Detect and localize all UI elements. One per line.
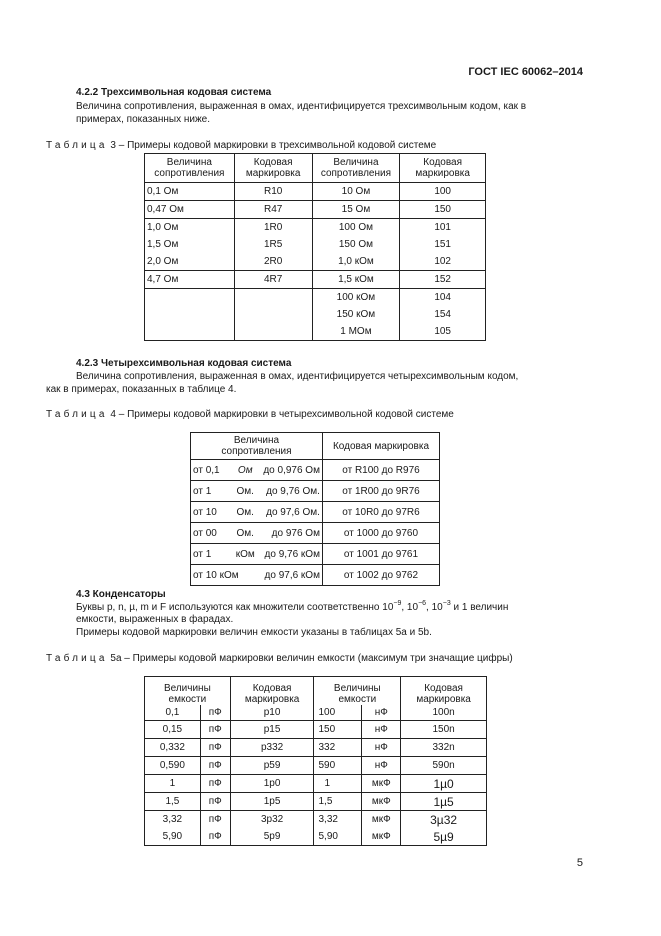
table5a-header-row	[145, 677, 487, 706]
table4-caption	[46, 409, 454, 420]
table5a-cell: 1	[145, 775, 201, 793]
table3-cell: 100 Ом	[312, 219, 400, 237]
table3-cell: 100	[400, 183, 486, 201]
table3-cell: 1,5 кОм	[312, 271, 400, 289]
table5a-header-cell	[230, 677, 314, 706]
section-4-3-text-line2: емкости, выраженных в фарадах.	[76, 614, 234, 625]
table5a-cell: пФ	[200, 793, 230, 811]
table3-cell: 150 Ом	[312, 236, 400, 253]
table5a-cell: 1µ0	[401, 775, 487, 793]
table-row	[145, 323, 486, 341]
table5a-cell: нФ	[374, 707, 388, 718]
table3-cell: 151	[400, 236, 486, 253]
table4-cell: от R100 до R976	[322, 460, 439, 481]
table-row	[145, 253, 486, 271]
table3-cell: 1,5 Ом	[145, 236, 235, 253]
table5a-cell: пФ	[208, 707, 222, 718]
table3-caption-label: Таблица	[46, 140, 108, 151]
table3-header-line: Величина	[166, 157, 212, 168]
table3-cell: 1R0	[234, 219, 312, 237]
text-fragment: и 1 величин	[450, 602, 509, 613]
table3-header-cell	[400, 154, 486, 183]
table3-cell	[145, 323, 235, 341]
table4-cell: от 10 кОм	[191, 565, 257, 586]
table-row	[145, 219, 486, 237]
table5a-cell: мкФ	[362, 828, 401, 846]
table4-cell: от 1001 до 9761	[322, 544, 439, 565]
table3-header-cell	[145, 154, 235, 183]
exponent: −6	[418, 600, 427, 607]
text-fragment: Буквы p, n, µ, m и F используются как множители соответственно 10	[76, 602, 394, 613]
table3-cell	[234, 289, 312, 307]
table5a-cell: 590	[314, 757, 362, 775]
table5a-cell: 0,1	[145, 705, 201, 721]
table5a-cell: 5µ9	[401, 828, 487, 846]
table5a-cell: 3,32	[145, 811, 201, 829]
table-row	[145, 183, 486, 201]
table3-header-line: маркировка	[415, 168, 470, 179]
table5a-cell: p59	[230, 757, 314, 775]
table-row	[191, 544, 440, 565]
table4-cell: от 1002 до 9762	[322, 565, 439, 586]
table3-cell: 150 кОм	[312, 306, 400, 323]
table-row	[191, 481, 440, 502]
table4-cell: от 1	[191, 544, 234, 565]
table5a	[144, 676, 487, 846]
table4-cell: от 1	[191, 481, 234, 502]
table5a-cell: p15	[230, 721, 314, 739]
section-4-3-text-line3: Примеры кодовой маркировки величин емкости указаны в таблицах 5a и 5b.	[76, 627, 432, 638]
table5a-cell: пФ	[200, 811, 230, 829]
table4-cell: от 00	[191, 523, 234, 544]
table-row	[145, 739, 487, 757]
text-fragment: , 10	[426, 602, 443, 613]
table3-cell: 101	[400, 219, 486, 237]
table3-header-line: сопротивления	[154, 168, 225, 179]
table3-cell: 150	[400, 201, 486, 219]
table5a-cell: 0,15	[145, 721, 201, 739]
table5a-header-cell	[401, 677, 487, 706]
table4-header-line: Величина	[233, 435, 280, 446]
table3	[144, 153, 486, 341]
table3-header-line: Кодовая	[423, 157, 463, 168]
table-row	[145, 757, 487, 775]
table4-caption-text: 4 – Примеры кодовой маркировки в четырехсимвольной кодовой системе	[107, 409, 454, 420]
table3-cell	[234, 323, 312, 341]
table3-cell: 1R5	[234, 236, 312, 253]
table-row	[145, 775, 487, 793]
table3-cell: 102	[400, 253, 486, 271]
table3-header-line: Величина	[333, 157, 379, 168]
standard-header: ГОСТ IEC 60062–2014	[468, 66, 583, 78]
table3-caption-text: 3 – Примеры кодовой маркировки в трехсимвольной кодовой системе	[107, 140, 437, 151]
table5a-cell: 1	[314, 775, 362, 793]
page-number: 5	[576, 857, 583, 869]
table5a-cell: пФ	[200, 775, 230, 793]
table4-cell: от 1000 до 9760	[322, 523, 439, 544]
table-row	[191, 523, 440, 544]
table5a-header-line: маркировка	[416, 694, 471, 705]
table4-cell: до 0,976 Ом	[257, 460, 323, 481]
table5a-caption-label: Таблица	[46, 653, 108, 664]
table5a-cell: 0,332	[145, 739, 201, 757]
table3-cell	[145, 289, 235, 307]
table3-cell: 100 кОм	[312, 289, 400, 307]
table5a-cell: 590n	[401, 757, 487, 775]
table4-cell: Ом.	[234, 481, 257, 502]
table3-cell: 4,7 Ом	[145, 271, 235, 289]
table5a-cell: 5,90	[314, 828, 362, 846]
table4-cell: Ом.	[234, 523, 257, 544]
section-4-2-3-title: 4.2.3 Четырехсимвольная кодовая система	[76, 358, 292, 369]
table5a-cell: 1,5	[145, 793, 201, 811]
table3-cell: 0,47 Ом	[145, 201, 235, 219]
table5a-cell: пФ	[200, 721, 230, 739]
section-4-2-3-text-line1: Величина сопротивления, выраженная в омах, идентифицируется четырехсимвольным кодом,	[76, 371, 519, 382]
table5a-cell: нФ	[362, 739, 401, 757]
table3-cell: 105	[400, 323, 486, 341]
table3-cell: 1,0 кОм	[312, 253, 400, 271]
table5a-header-line: Величины	[333, 683, 381, 694]
table-row	[191, 460, 440, 481]
table4-cell: от 1R00 до 9R76	[322, 481, 439, 502]
table5a-cell: 3,32	[314, 811, 362, 829]
table3-cell: R10	[234, 183, 312, 201]
text-fragment: , 10	[401, 602, 419, 613]
table5a-header-cell	[145, 677, 231, 706]
table-row	[191, 502, 440, 523]
table5a-cell: пФ	[200, 757, 230, 775]
table-row	[145, 828, 487, 846]
table5a-cell: мкФ	[362, 811, 401, 829]
section-4-2-2-text-line1: Величина сопротивления, выраженная в омах, идентифицируется трехсимвольным кодом, как в	[76, 101, 527, 112]
table4-cell: до 9,76 Ом.	[257, 481, 323, 502]
table5a-cell: нФ	[362, 721, 401, 739]
table3-header-line: Кодовая	[253, 157, 293, 168]
table5a-cell: 3p32	[230, 811, 314, 829]
table4-cell: до 97,6 кОм	[257, 565, 323, 586]
table3-cell: R47	[234, 201, 312, 219]
table4-caption-label: Таблица	[46, 409, 108, 420]
table3-header-cell	[234, 154, 312, 183]
table3-cell: 4R7	[234, 271, 312, 289]
table5a-cell: 0,590	[145, 757, 201, 775]
table3-cell: 2,0 Ом	[145, 253, 235, 271]
table-row	[145, 271, 486, 289]
table4-cell: от 10	[191, 502, 234, 523]
table4-cell: до 9,76 кОм	[257, 544, 323, 565]
section-4-3-title: 4.3 Конденсаторы	[76, 589, 166, 600]
table3-header-row	[145, 154, 486, 183]
table5a-cell: 1p5	[230, 793, 314, 811]
table5a-cell: p332	[230, 739, 314, 757]
table4-header-cell	[191, 433, 323, 460]
table3-cell: 1,0 Ом	[145, 219, 235, 237]
table5a-header-line: емкости	[338, 694, 377, 705]
table4	[190, 432, 440, 586]
table5a-cell: 150	[314, 721, 362, 739]
table3-cell: 15 Ом	[312, 201, 400, 219]
table-row	[145, 721, 487, 739]
table3-header-line: маркировка	[245, 168, 301, 179]
table4-cell: кОм	[234, 544, 257, 565]
table5a-header-line: Величины	[163, 683, 211, 694]
table5a-cell: пФ	[200, 739, 230, 757]
section-4-2-3-text-line2: как в примерах, показанных в таблице 4.	[46, 384, 237, 395]
table5a-cell: 5p9	[230, 828, 314, 846]
table3-cell: 1 МОм	[312, 323, 400, 341]
table3-header-cell	[312, 154, 400, 183]
table5a-header-line: емкости	[168, 694, 207, 705]
table5a-cell: p10	[230, 705, 314, 721]
table3-caption	[46, 140, 436, 151]
table5a-header-line: Кодовая	[424, 683, 463, 694]
table4-cell: от 10R0 до 97R6	[322, 502, 439, 523]
table-row	[145, 289, 486, 307]
table3-cell: 154	[400, 306, 486, 323]
table5a-cell: пФ	[200, 828, 230, 846]
table5a-cell: мкФ	[362, 793, 401, 811]
table4-cell: от 0,1	[191, 460, 234, 481]
table5a-cell: 332n	[401, 739, 487, 757]
exponent: −3	[442, 600, 451, 607]
table5a-cell: мкФ	[362, 775, 401, 793]
table5a-cell: нФ	[362, 757, 401, 775]
table3-cell	[145, 306, 235, 323]
table-row	[145, 705, 487, 721]
table5a-cell: 1p0	[230, 775, 314, 793]
table5a-cell: 5,90	[145, 828, 201, 846]
table4-cell: Ом.	[234, 502, 257, 523]
table3-cell: 0,1 Ом	[145, 183, 235, 201]
table5a-cell: 3µ32	[401, 811, 487, 829]
table4-cell: Ом	[234, 460, 257, 481]
table-row	[191, 565, 440, 586]
table4-cell: до 97,6 Ом.	[257, 502, 323, 523]
table4-header-line: сопротивления	[221, 446, 292, 457]
table3-cell: 10 Ом	[312, 183, 400, 201]
table5a-cell: 332	[314, 739, 362, 757]
table3-cell: 152	[400, 271, 486, 289]
table-row	[145, 201, 486, 219]
table-row	[145, 793, 487, 811]
table5a-header-cell	[314, 677, 401, 706]
table4-cell: до 976 Ом	[257, 523, 323, 544]
table5a-header-line: Кодовая	[252, 683, 292, 694]
table5a-cell: 100n	[401, 705, 487, 721]
table4-header-row	[191, 433, 440, 460]
table5a-caption	[46, 653, 513, 664]
table5a-cell: 1µ5	[401, 793, 487, 811]
exponent: −9	[393, 600, 402, 607]
table3-cell	[234, 306, 312, 323]
table5a-header-line: маркировка	[244, 694, 300, 705]
table-row	[145, 306, 486, 323]
table3-cell: 104	[400, 289, 486, 307]
section-4-2-2-text-line2: примерах, показанных ниже.	[76, 114, 210, 125]
table4-header-cell: Кодовая маркировка	[322, 433, 439, 460]
table5a-cell: 150n	[401, 721, 487, 739]
section-4-2-2-title: 4.2.2 Трехсимвольная кодовая система	[76, 87, 272, 98]
table-row	[145, 236, 486, 253]
table3-cell: 2R0	[234, 253, 312, 271]
table-row	[145, 811, 487, 829]
table5a-caption-text: 5a – Примеры кодовой маркировки величин емкости (максимум три значащие цифры)	[107, 653, 513, 664]
table3-header-line: сопротивления	[320, 168, 391, 179]
section-4-3-text-line1	[76, 602, 508, 614]
table5a-cell: 100	[314, 705, 362, 721]
table5a-cell: 1,5	[314, 793, 362, 811]
